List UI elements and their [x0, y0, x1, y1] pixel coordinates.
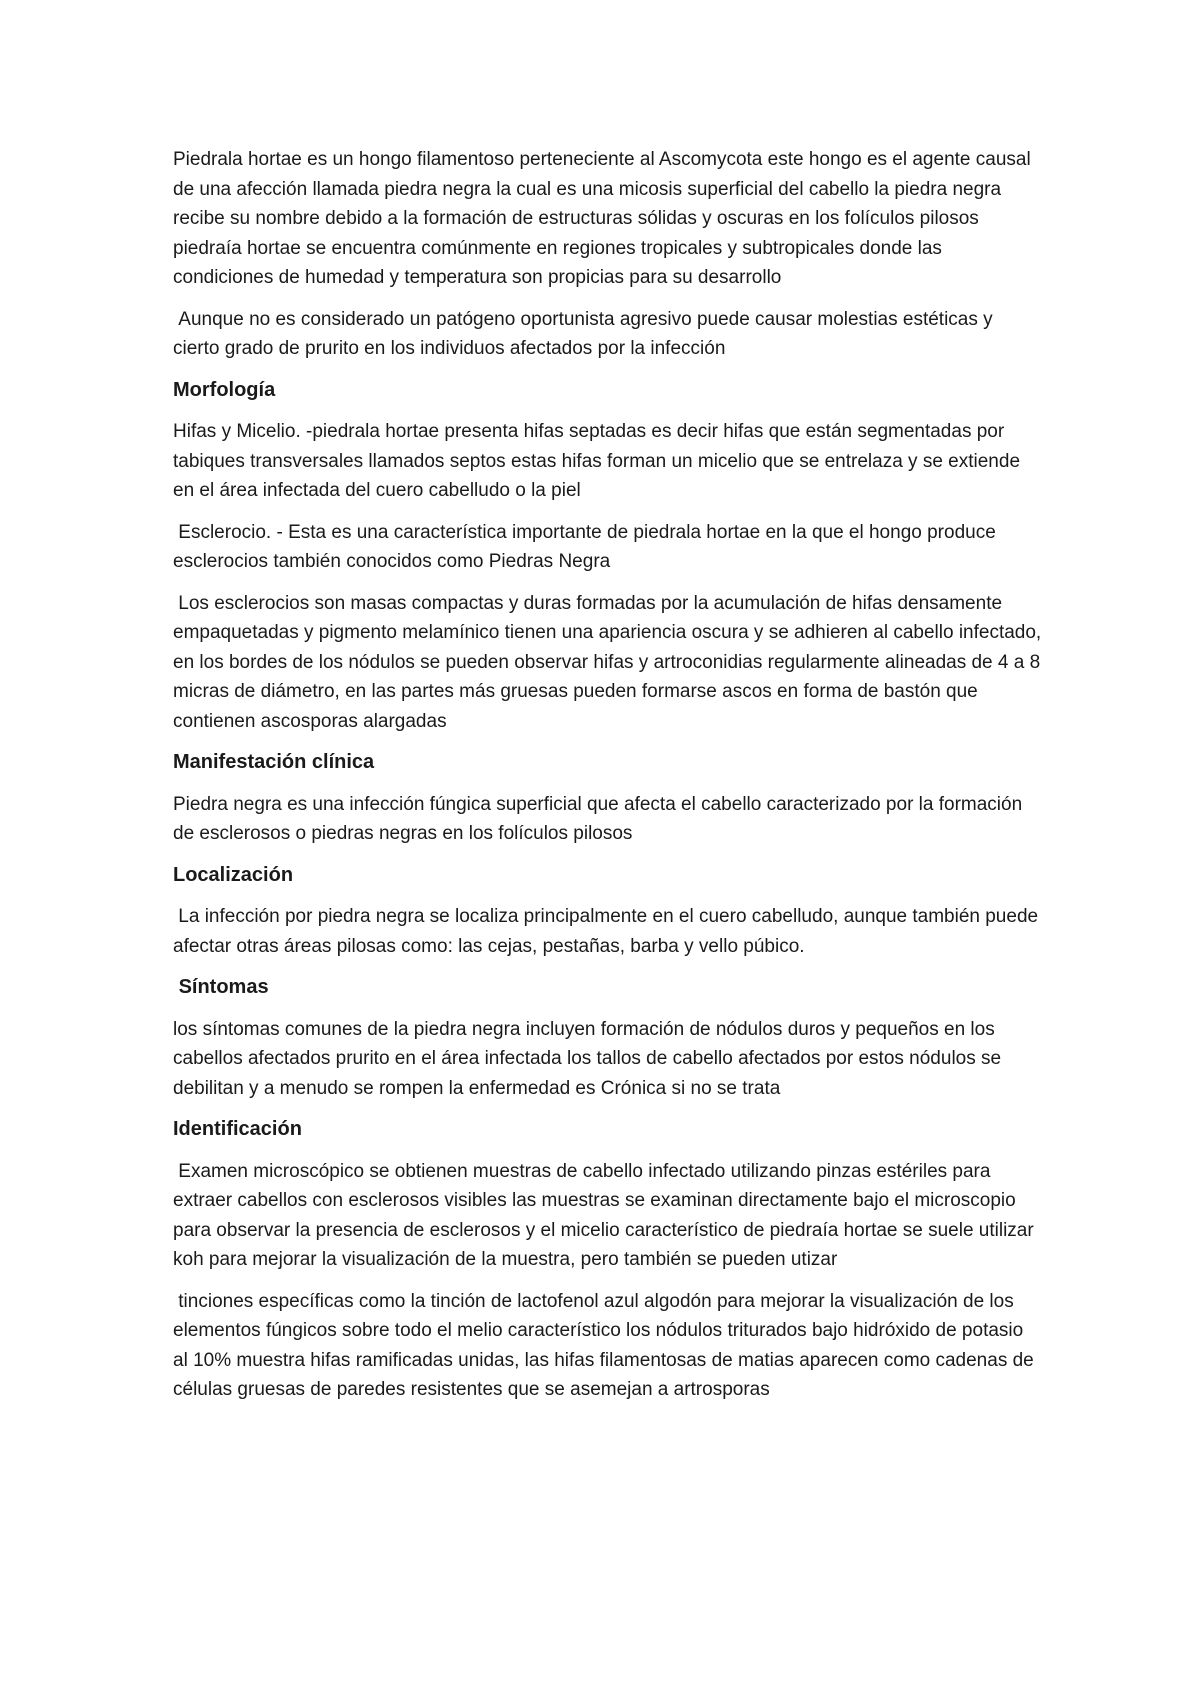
- heading-localizacion: Localización: [173, 863, 294, 886]
- heading-sintomas: Síntomas: [173, 976, 269, 998]
- hifas-paragraph: Hifas y Micelio. -piedrala hortae presenta hifas septadas es decir hifas que están segmentadas por tabiques transversales llamados septos estas hifas forman un micelio que se entrelaza y se extiende en el área infectada del cuero cabelludo o la piel: [173, 421, 1026, 501]
- intro-paragraph: Piedrala hortae es un hongo filamentoso perteneciente al Ascomycota este hongo es el agente causal de una afección llamada piedra negra la cual es una micosis superficial del cabello la piedra negra recibe su nombre debido a la formación de estructuras sólidas y oscuras en los folículos pilosos piedraía hortae se encuentra comúnmente en regiones tropicales y subtropicales donde las condiciones de humedad y temperatura son propicias para su desarrollo: [173, 149, 1036, 288]
- esclerocios-description-paragraph: Los esclerocios son masas compactas y duras formadas por la acumulación de hifas densamente empaquetadas y pigmento melamínico tienen una apariencia oscura y se adhieren al cabello infectado, en los bordes de los nódulos se pueden observar hifas y artroconidias regularmente alineadas de 4 a 8 micras de diámetro, en las partes más gruesas pueden formarse ascos en forma de bastón que contienen ascosporas alargadas: [173, 592, 1047, 732]
- heading-manifestacion-clinica: Manifestación clínica: [173, 751, 375, 773]
- identificacion-paragraph: Examen microscópico se obtienen muestras de cabello infectado utilizando pinzas estériles para extraer cabellos con esclerosos visibles las muestras se examinan directamente bajo el microscopio para observar la presencia de esclerosos y el micelio característico de piedraía hortae se suele utilizar koh para mejorar la visualización de la muestra, pero también se pueden utizar: [173, 1160, 1039, 1270]
- intro-paragraph-2: Aunque no es considerado un patógeno oportunista agresivo puede causar molestias estéticas y cierto grado de prurito en los individuos afectados por la infección: [173, 308, 998, 359]
- heading-morfologia: Morfología: [173, 378, 276, 401]
- tinciones-paragraph: tinciones específicas como la tinción de lactofenol azul algodón para mejorar la visualización de los elementos fúngicos sobre todo el melio característico los nódulos triturados bajo hidróxido de potasio al 10% muestra hifas ramificadas unidas, las hifas filamentosas de matias aparecen como cadenas de células gruesas de paredes resistentes que se asemejan a artrosporas: [173, 1290, 1040, 1400]
- sintomas-paragraph: los síntomas comunes de la piedra negra incluyen formación de nódulos duros y pequeños en los cabellos afectados prurito en el área infectada los tallos de cabello afectados por estos nódulos se debilitan y a menudo se rompen la enfermedad es Crónica si no se trata: [173, 1018, 1007, 1099]
- heading-identificacion: Identificación: [173, 1118, 302, 1140]
- manifestacion-paragraph: Piedra negra es una infección fúngica superficial que afecta el cabello caracterizado por la formación de esclerosos o piedras negras en los folículos pilosos: [173, 793, 1028, 844]
- document-body: [173, 145, 1047, 1417]
- esclerocio-paragraph: Esclerocio. - Esta es una característica importante de piedrala hortae en la que el hongo produce esclerocios también conocidos como Piedras Negra: [173, 521, 1002, 572]
- localizacion-paragraph: La infección por piedra negra se localiza principalmente en el cuero cabelludo, aunque también puede afectar otras áreas pilosas como: las cejas, pestañas, barba y vello púbico.: [173, 906, 1044, 957]
